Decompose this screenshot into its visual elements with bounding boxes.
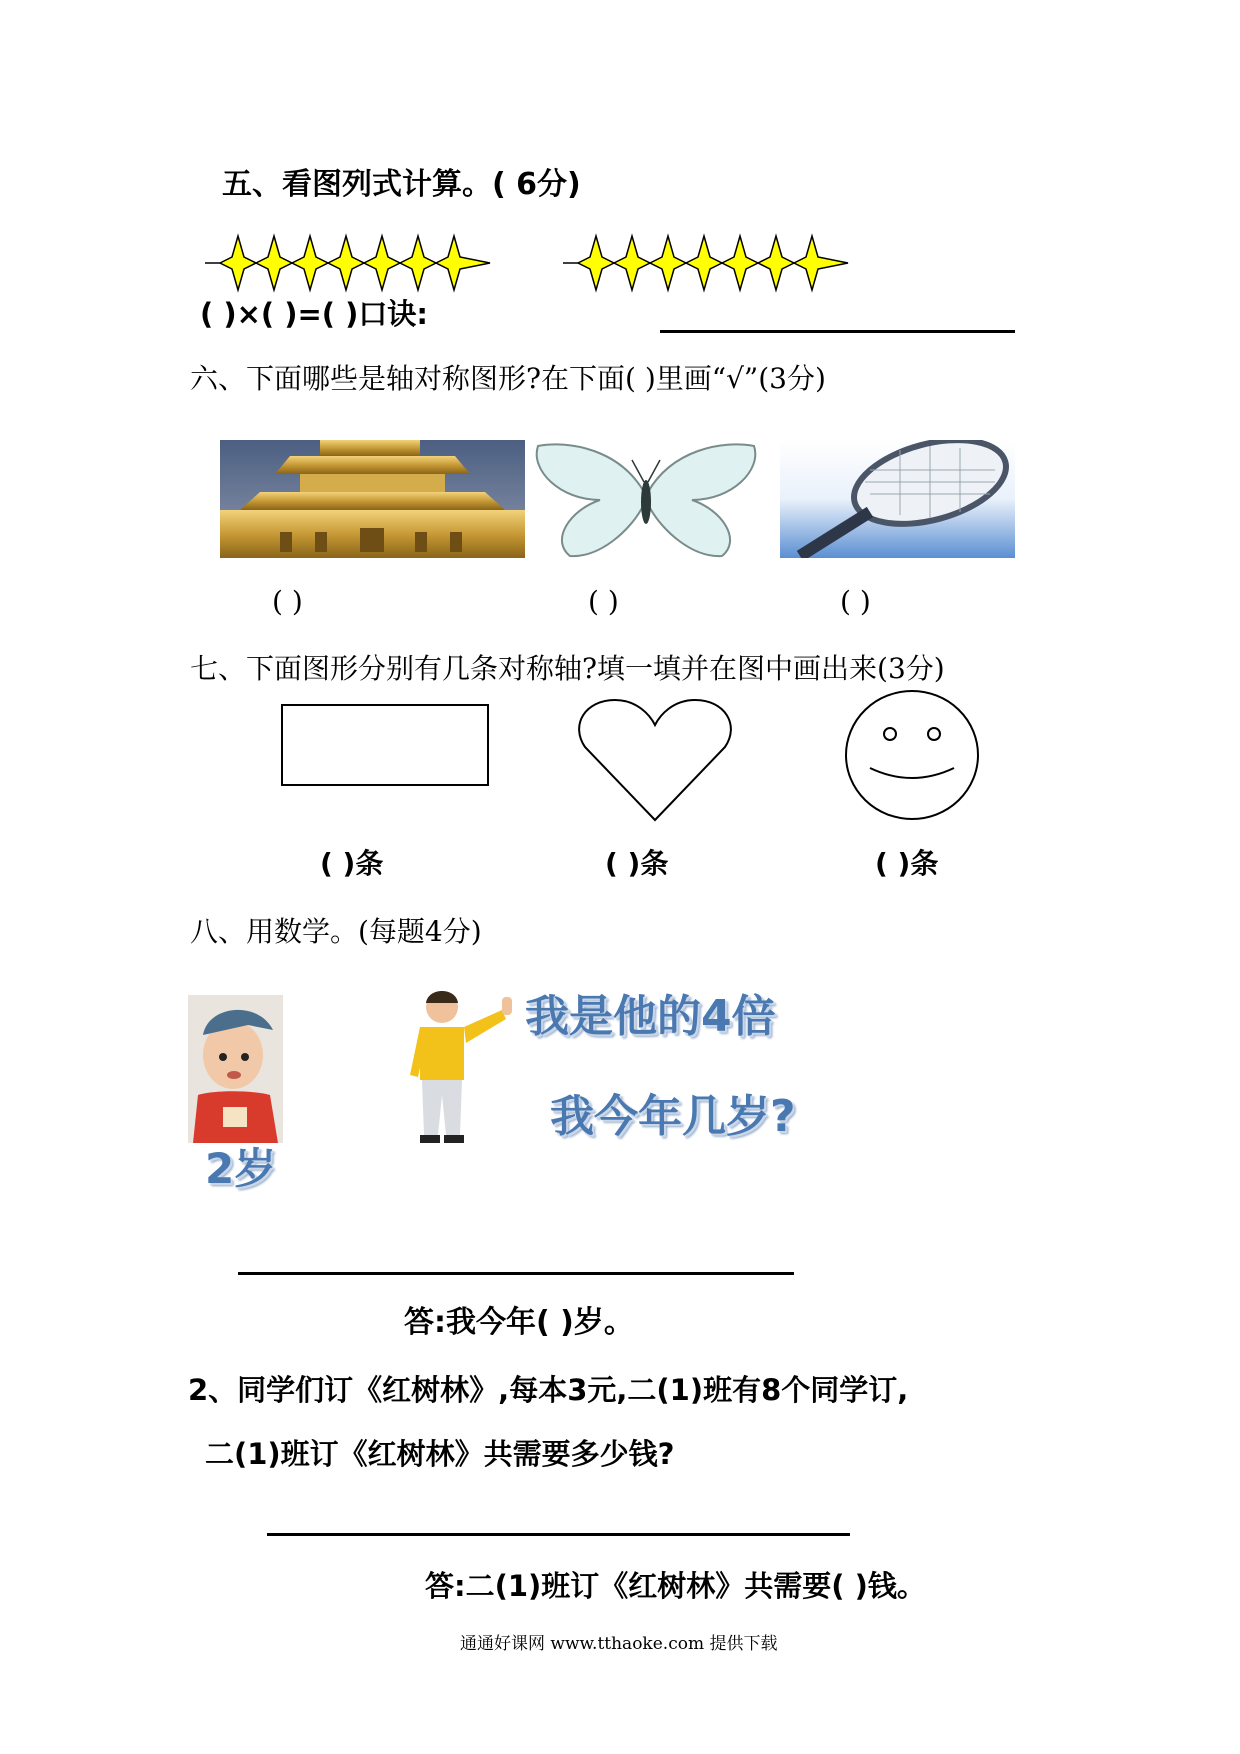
footer-text: 通通好课网 www.tthaoke.com 提供下载	[460, 1634, 778, 1654]
star-icon	[205, 236, 490, 290]
axis-count-smiley: ( )条	[875, 847, 939, 880]
rectangle-shape	[275, 700, 495, 790]
star-icon	[563, 236, 848, 290]
formula-answer-line	[660, 330, 1015, 333]
section5-formula: ( )×( )=( )口诀:	[200, 297, 429, 331]
axis-count-heart: ( )条	[605, 847, 669, 880]
heart-shape	[575, 695, 735, 825]
answer-paren-butterfly: ( )	[588, 585, 619, 618]
baby-age-label: 2岁	[205, 1144, 277, 1193]
answer-paren-racket: ( )	[840, 585, 871, 618]
tennis-racket-image	[780, 440, 1015, 558]
section6-title: 六、下面哪些是轴对称图形?在下面( )里画“√”(3分)	[190, 362, 826, 395]
section7-title: 七、下面图形分别有几条对称轴?填一填并在图中画出来(3分)	[190, 652, 945, 685]
answer-age: 答:我今年( )岁。	[404, 1305, 634, 1340]
star-group-right	[558, 228, 858, 298]
problem2-line2: 二(1)班订《红树林》共需要多少钱?	[205, 1437, 675, 1471]
answer-line-2	[267, 1533, 850, 1536]
section5-title: 五、看图列式计算。( 6分)	[222, 167, 581, 202]
baby-photo	[188, 995, 283, 1143]
answer-paren-tiananmen: ( )	[272, 585, 303, 618]
problem2-line1: 2、同学们订《红树林》,每本3元,二(1)班有8个同学订,	[188, 1373, 909, 1407]
star-group-left	[200, 228, 500, 298]
butterfly-image	[530, 440, 762, 558]
answer-cost: 答:二(1)班订《红树林》共需要( )钱。	[425, 1569, 926, 1603]
section8-title: 八、用数学。(每题4分)	[190, 915, 482, 948]
boy-photo	[402, 985, 532, 1145]
smiley-face-shape	[840, 688, 985, 823]
axis-count-rectangle: ( )条	[320, 847, 384, 880]
tiananmen-image	[220, 440, 525, 558]
speech-bubble-times: 我是他的4倍	[525, 991, 776, 1042]
speech-bubble-question: 我今年几岁?	[550, 1091, 796, 1142]
answer-line-1	[238, 1272, 794, 1275]
